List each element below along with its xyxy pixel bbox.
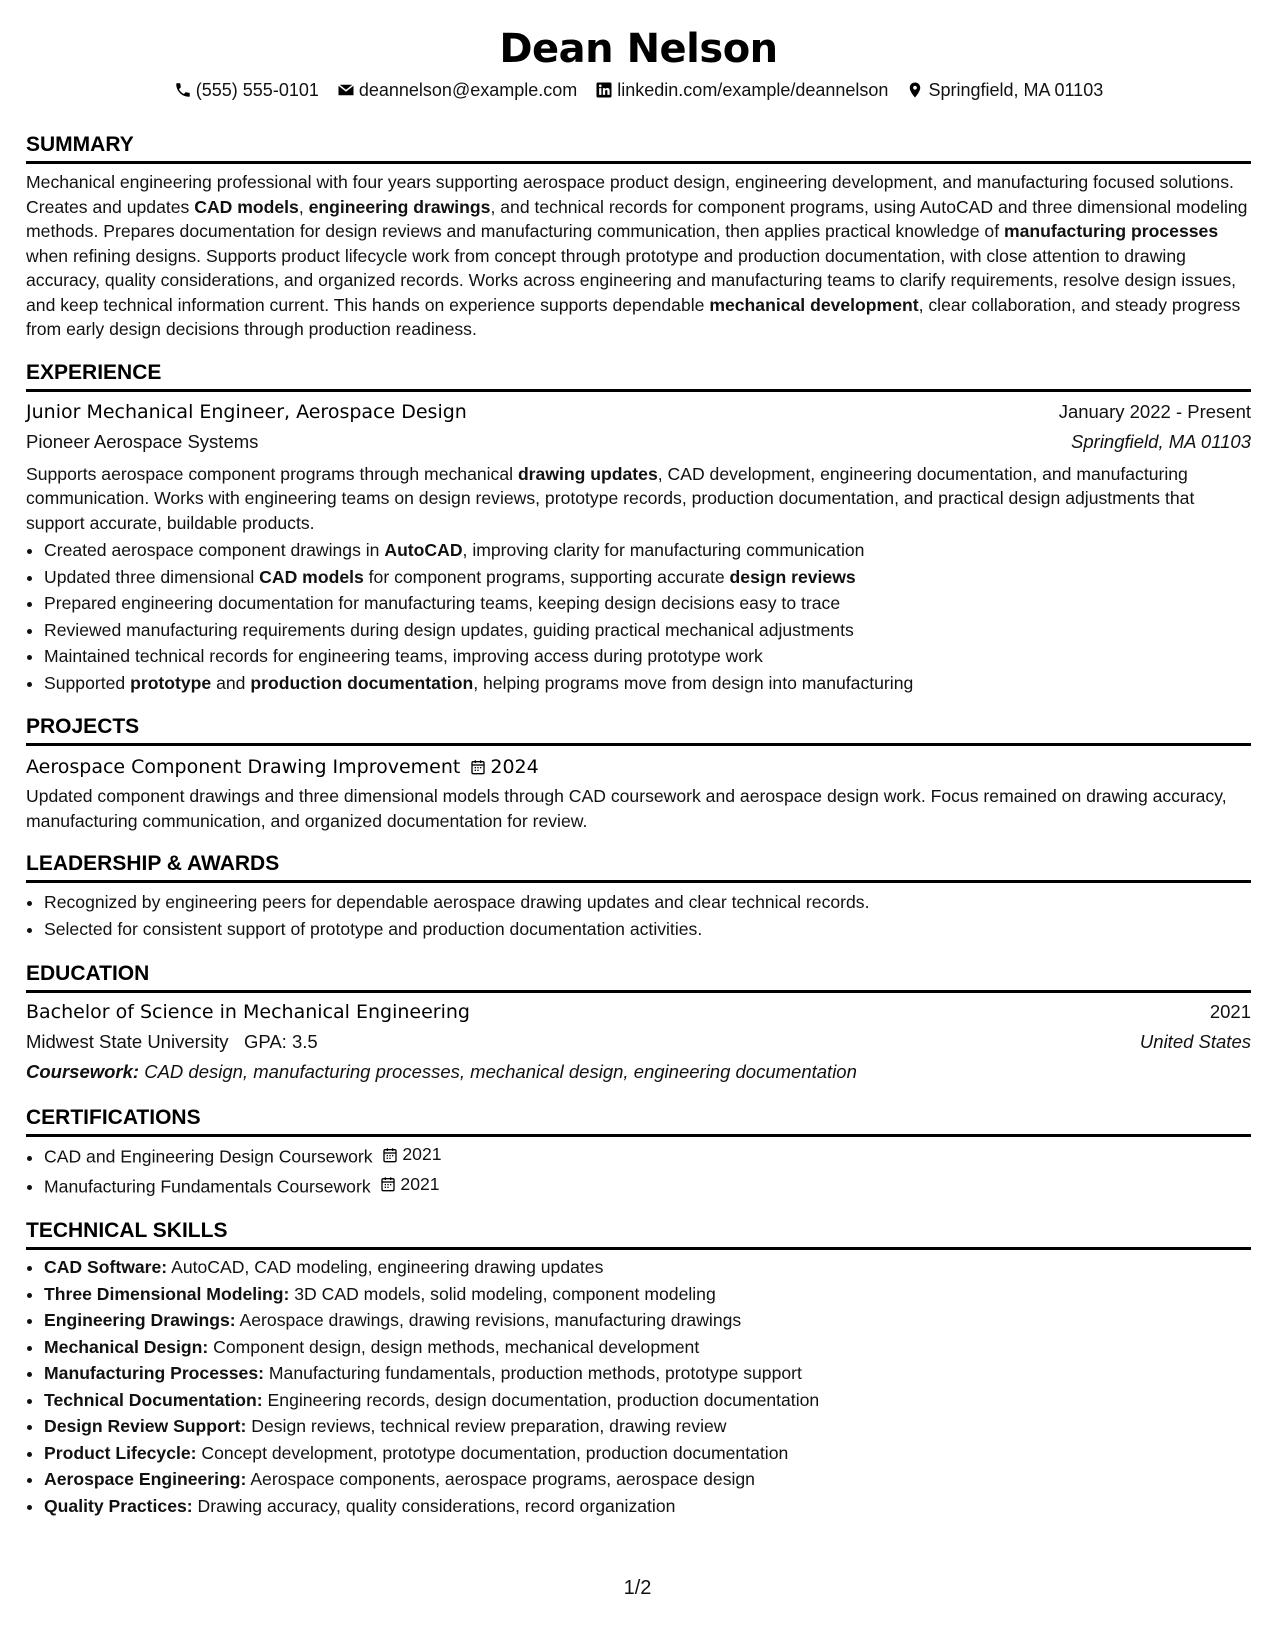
skill-label: Engineering Drawings:: [44, 1310, 236, 1330]
candidate-name: Dean Nelson: [499, 26, 778, 72]
linkedin-icon: [595, 81, 613, 99]
company-name: Pioneer Aerospace Systems: [26, 430, 259, 452]
job-header: [26, 397, 1251, 427]
job-bullet: [44, 617, 1251, 644]
text-segment: Reviewed manufacturing requirements during design updates, guiding practical mechanical adjustments: [44, 619, 854, 640]
text-segment: Maintained technical records for engineering teams, improving access during prototype work: [44, 646, 763, 666]
text-segment: and: [211, 672, 251, 693]
skill-item: [44, 1440, 1251, 1467]
section-title: EXPERIENCE: [26, 360, 1251, 392]
skill-label: Technical Documentation:: [44, 1389, 263, 1410]
gpa: GPA: 3.5: [243, 1031, 318, 1052]
project-name: Aerospace Component Drawing Improvement: [26, 756, 461, 778]
location-text: Springfield, MA 01103: [928, 80, 1104, 100]
contact-bar: [26, 78, 1251, 102]
text-segment: when refining designs. Supports product lifecycle work from concept through prototype and production documentation, with close attention to drawing accuracy, quality considerations, and organized records. Works across engineering and manufacturing teams to clarify requirements, resolve design issues, and keep technical information current. This hands on experience supports dependable: [26, 245, 1237, 315]
coursework-line: [26, 1057, 1251, 1087]
list-item: • Selected for consistent support of prototype and production documentation activities.: [44, 916, 1251, 943]
phone-icon: [174, 81, 192, 99]
projects-section: [26, 714, 1251, 833]
bold-text: manufacturing processes: [1003, 221, 1219, 241]
education-section: [26, 961, 1251, 1087]
job-bullet: [44, 537, 1251, 564]
school-info: [26, 1027, 318, 1057]
contact-linkedin[interactable]: [595, 78, 888, 102]
job-bullet: [44, 643, 1251, 670]
bold-text: design reviews: [729, 566, 856, 587]
text-segment: , clear collaboration, and steady progress from early design decisions through production readiness.: [26, 294, 1241, 339]
project-date: [470, 752, 538, 782]
bold-text: AutoCAD: [384, 540, 463, 560]
certification-year: 2021: [400, 1173, 440, 1194]
certification-date: [380, 1171, 439, 1198]
section-title: LEADERSHIP & AWARDS: [26, 851, 1251, 883]
certification-item: [44, 1171, 1251, 1201]
contact-email[interactable]: [337, 78, 577, 102]
phone-text: (555) 555-0101: [195, 80, 319, 100]
skill-value: Aerospace components, aerospace programs, aerospace design: [250, 1469, 755, 1489]
job-description: [26, 462, 1251, 536]
page-number: 1/2: [623, 1577, 652, 1599]
skill-label: Quality Practices:: [44, 1495, 193, 1516]
skill-item: [44, 1281, 1251, 1308]
experience-section: [26, 360, 1251, 697]
section-title: TECHNICAL SKILLS: [26, 1218, 1251, 1250]
skill-item: [44, 1466, 1251, 1493]
skill-value: 3D CAD models, solid modeling, component modeling: [294, 1283, 716, 1304]
skill-item: [44, 1413, 1251, 1440]
skills-list: [26, 1254, 1251, 1519]
certification-name: Manufacturing Fundamentals Coursework: [44, 1176, 371, 1196]
degree-name: Bachelor of Science in Mechanical Engineering: [26, 1001, 470, 1023]
certification-item: [44, 1141, 1251, 1171]
bold-text: CAD models: [259, 566, 364, 587]
school-name: Midwest State University: [26, 1031, 229, 1052]
skill-value: Manufacturing fundamentals, production methods, prototype support: [268, 1363, 802, 1383]
skill-item: [44, 1254, 1251, 1281]
job-dates: January 2022 - Present: [1058, 400, 1251, 422]
text-segment: Updated three dimensional: [44, 566, 260, 587]
skills-section: [26, 1218, 1251, 1519]
project-description: Updated component drawings and three dimensional models through CAD coursework and aerospace design work. Focus remained on drawing accuracy, manufacturing communication, and organized documentation for review.: [26, 786, 1227, 831]
section-title: PROJECTS: [26, 714, 1251, 746]
certification-list: [26, 1141, 1251, 1200]
bold-text: mechanical development: [709, 294, 919, 315]
job-location: Springfield, MA 01103: [1071, 430, 1251, 452]
job-bullet: [44, 564, 1251, 591]
section-title: CERTIFICATIONS: [26, 1105, 1251, 1137]
text-segment: , and technical records for component programs, using AutoCAD and three dimensional modeling methods. Prepares documentation for design reviews and manufacturing communication, then applies practical knowledge of: [26, 196, 1248, 241]
leadership-list: [26, 889, 1251, 943]
text-segment: Created aerospace component drawings in: [44, 540, 385, 560]
calendar-icon: [380, 1176, 396, 1192]
section-title: SUMMARY: [26, 132, 1251, 164]
skill-item: [44, 1387, 1251, 1414]
skill-item: [44, 1334, 1251, 1361]
job-title: Junior Mechanical Engineer, Aerospace Design: [26, 400, 467, 423]
text-segment: ,: [298, 196, 309, 217]
calendar-icon: [382, 1147, 398, 1163]
coursework-label: Coursework:: [26, 1061, 140, 1082]
skill-label: Aerospace Engineering:: [44, 1469, 247, 1489]
job-bullet: [44, 670, 1251, 697]
skill-item: [44, 1307, 1251, 1334]
calendar-icon: [470, 759, 486, 775]
contact-location: [906, 78, 1103, 102]
project-header: [26, 752, 1251, 782]
text-segment: Supports aerospace component programs through mechanical: [26, 463, 518, 484]
bold-text: prototype: [130, 672, 212, 693]
skill-value: Engineering records, design documentation, production documentation: [267, 1389, 820, 1410]
text-segment: Prepared engineering documentation for manufacturing teams, keeping design decisions easy to trace: [44, 593, 841, 613]
certification-year: 2021: [402, 1144, 442, 1164]
job-bullet-list: [26, 537, 1251, 696]
summary-text: [26, 170, 1251, 342]
skill-value: AutoCAD, CAD modeling, engineering drawing updates: [171, 1257, 604, 1277]
skill-value: Concept development, prototype documentation, production documentation: [201, 1442, 789, 1463]
text-segment: for component programs, supporting accurate: [363, 566, 730, 587]
certifications-section: [26, 1105, 1251, 1200]
list-item: • Recognized by engineering peers for dependable aerospace drawing updates and clear technical records.: [44, 889, 1251, 916]
project-year: 2024: [490, 756, 539, 778]
skill-value: Drawing accuracy, quality considerations, record organization: [197, 1495, 676, 1516]
bold-text: production documentation: [250, 672, 474, 693]
bold-text: drawing updates: [517, 463, 658, 484]
map-pin-icon: [906, 81, 924, 99]
skill-value: Aerospace drawings, drawing revisions, manufacturing drawings: [239, 1310, 742, 1330]
leadership-section: [26, 851, 1251, 943]
summary-section: [26, 132, 1251, 342]
envelope-icon: [337, 81, 355, 99]
school-row: [26, 1027, 1251, 1057]
skill-label: Mechanical Design:: [44, 1336, 209, 1357]
section-title: EDUCATION: [26, 961, 1251, 993]
text-segment: Mechanical engineering professional with four years supporting aerospace product design, engineering development, and manufacturing focused solutions. Creates and updates: [26, 172, 1234, 217]
skill-item: [44, 1493, 1251, 1520]
skill-label: Product Lifecycle:: [44, 1442, 197, 1463]
degree-row: [26, 997, 1251, 1027]
text-segment: Supported: [44, 672, 131, 693]
skill-item: [44, 1360, 1251, 1387]
school-country: United States: [1139, 1031, 1251, 1052]
skill-value: Component design, design methods, mechanical development: [213, 1336, 700, 1357]
graduation-year: 2021: [1209, 1001, 1251, 1022]
text-segment: , improving clarity for manufacturing communication: [462, 540, 865, 560]
certification-date: [382, 1141, 441, 1168]
coursework-text: CAD design, manufacturing processes, mechanical design, engineering documentation: [144, 1061, 857, 1082]
skill-label: Three Dimensional Modeling:: [44, 1283, 290, 1304]
job-bullet: [44, 590, 1251, 617]
text-segment: , helping programs move from design into manufacturing: [473, 672, 914, 693]
contact-phone[interactable]: [174, 78, 319, 102]
email-text: deannelson@example.com: [358, 80, 578, 100]
certification-name: CAD and Engineering Design Coursework: [44, 1146, 373, 1167]
skill-value: Design reviews, technical review preparation, drawing review: [251, 1416, 727, 1436]
bold-text: engineering drawings: [308, 196, 491, 217]
linkedin-text: linkedin.com/example/deannelson: [617, 80, 889, 100]
bold-text: CAD models: [194, 196, 299, 217]
skill-label: CAD Software:: [44, 1257, 168, 1277]
skill-label: Manufacturing Processes:: [44, 1363, 264, 1383]
skill-label: Design Review Support:: [44, 1416, 247, 1436]
text-segment: , CAD development, engineering documentation, and manufacturing communication. Works with engineering teams on design reviews, prototype records, production documentation, and practical design adjustments that support accurate, buildable products.: [26, 463, 1195, 533]
resume-page: [26, 0, 1251, 1519]
job-subheader: [26, 427, 1251, 457]
